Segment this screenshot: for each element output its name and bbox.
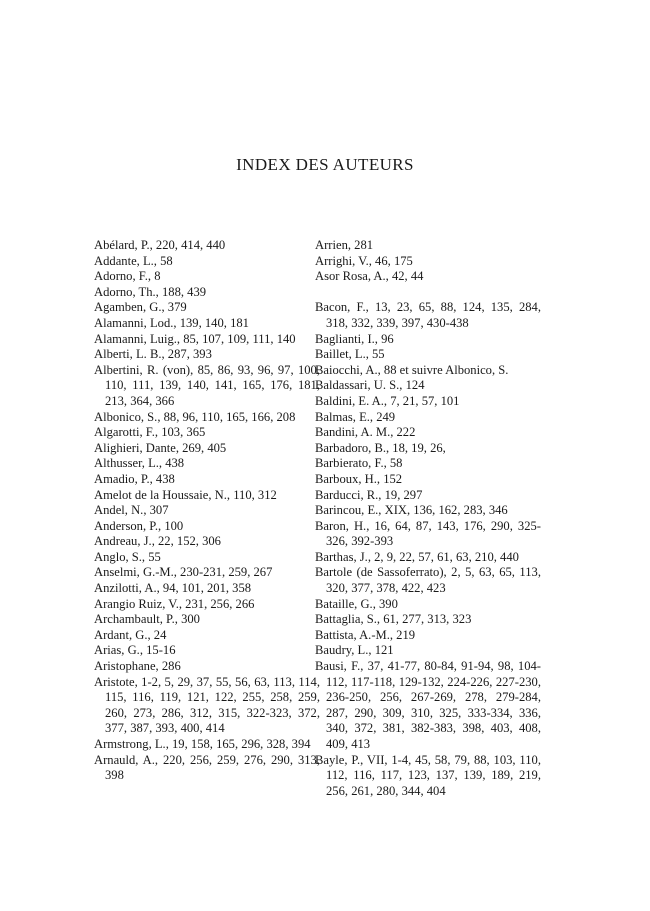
index-entry: Anderson, P., 100 (94, 518, 184, 533)
index-entry: Bataille, G., 390 (315, 596, 398, 611)
index-entry: Alighieri, Dante, 269, 405 (94, 440, 227, 455)
index-entry: Agamben, G., 379 (94, 300, 187, 315)
index-entry: Asor Rosa, A., 42, 44 (315, 269, 424, 284)
index-entry: Alamanni, Luig., 85, 107, 109, 111, 140 (94, 331, 296, 346)
index-entry: Armstrong, L., 19, 158, 165, 296, 328, 394 (94, 737, 311, 751)
page-title: INDEX DES AUTEURS (236, 155, 414, 174)
index-entry: Abélard, P., 220, 414, 440 (94, 238, 226, 252)
index-entry: Alamanni, Lod., 139, 140, 181 (94, 315, 249, 330)
index-entry: Baiocchi, A., 88 et suivre Albonico, S. (315, 362, 509, 377)
index-entry: Baillet, L., 55 (315, 347, 385, 362)
index-entry: Bartole (de Sassoferrato), 2, 5, 63, 65, 113, 320, 377, 378, 422, 423 (315, 565, 541, 596)
index-entry: Amadio, P., 438 (94, 471, 175, 486)
index-entry: Bayle, P., VII, 1-4, 45, 58, 79, 88, 103, 110, 112, 116, 117, 123, 137, 139, 189, 219, 256, 261, 280, 344, 404 (315, 752, 541, 798)
index-entry: Arnauld, A., 220, 256, 259, 276, 290, 313, 398 (94, 752, 320, 783)
index-entry: Albertini, R. (von), 85, 86, 93, 96, 97, 100, 110, 111, 139, 140, 141, 165, 176, 181, 213, 364, 366 (94, 362, 320, 408)
index-entry: Adorno, Th., 188, 439 (94, 284, 207, 299)
index-entry: Anglo, S., 55 (94, 549, 161, 564)
index-entry: Battista, A.-M., 219 (315, 627, 416, 642)
index-entry: Bandini, A. M., 222 (315, 425, 416, 440)
index-entry: Battaglia, S., 61, 277, 313, 323 (315, 612, 472, 627)
index-entry: Baglianti, I., 96 (315, 331, 394, 346)
index-entry: Barthas, J., 2, 9, 22, 57, 61, 63, 210, 440 (315, 549, 519, 564)
index-entry: Arias, G., 15-16 (94, 643, 176, 658)
index-entry: Baldassari, U. S., 124 (315, 378, 425, 393)
letter-group-gap (315, 285, 541, 301)
index-entry: Althusser, L., 438 (94, 456, 185, 471)
index-entry: Anselmi, G.-M., 230-231, 259, 267 (94, 565, 273, 580)
index-entry: Barbadoro, B., 18, 19, 26, (315, 440, 446, 455)
index-entry: Anzilotti, A., 94, 101, 201, 358 (94, 581, 252, 596)
index-entry: Baudry, L., 121 (315, 643, 394, 658)
index-entry: Aristote, 1-2, 5, 29, 37, 55, 56, 63, 113, 114, 115, 116, 119, 121, 122, 255, 258, 259, 260, 273, 286, 312, 315, 322-323, 372, 377, 387, 393, 400, 414 (94, 674, 320, 736)
index-entry: Andreau, J., 22, 152, 306 (94, 534, 221, 549)
index-entry: Arangio Ruiz, V., 231, 256, 266 (94, 596, 255, 611)
index-entry: Amelot de la Houssaie, N., 110, 312 (94, 487, 277, 502)
index-entry: Aristophane, 286 (94, 659, 181, 674)
index-entry: Andel, N., 307 (94, 503, 169, 518)
index-entry: Algarotti, F., 103, 365 (94, 425, 206, 440)
index-entry: Balmas, E., 249 (315, 409, 396, 424)
index-entry: Addante, L., 58 (94, 253, 173, 268)
index-entry: Arrighi, V., 46, 175 (315, 253, 413, 268)
index-entry: Arrien, 281 (315, 238, 374, 252)
index-entry: Bausi, F., 37, 41-77, 80-84, 91-94, 98, 104-112, 117-118, 129-132, 224-226, 227-230, 236-250, 256, 267-269, 278, 279-284, 287, 290, 309, 310, 325, 333-334, 336, 340, 372, 381, 382-383, 398, 403, 408, 409, 413 (315, 659, 541, 751)
index-entry: Ardant, G., 24 (94, 627, 167, 642)
index-entry: Baldini, E. A., 7, 21, 57, 101 (315, 393, 460, 408)
index-entry: Alberti, L. B., 287, 393 (94, 347, 212, 362)
index-entry: Barducci, R., 19, 297 (315, 487, 423, 502)
index-column-right (315, 238, 541, 799)
index-entry: Albonico, S., 88, 96, 110, 165, 166, 208 (94, 409, 296, 424)
index-entry: Baron, H., 16, 64, 87, 143, 176, 290, 325-326, 392-393 (315, 518, 541, 549)
index-entry: Bacon, F., 13, 23, 65, 88, 124, 135, 284, 318, 332, 339, 397, 430-438 (315, 300, 541, 330)
index-column-left (94, 238, 320, 784)
index-entry: Barincou, E., XIX, 136, 162, 283, 346 (315, 503, 508, 518)
index-entry: Barboux, H., 152 (315, 471, 403, 486)
index-entry: Barbierato, F., 58 (315, 456, 403, 471)
index-entry: Adorno, F., 8 (94, 269, 161, 284)
index-entry: Archambault, P., 300 (94, 612, 200, 627)
